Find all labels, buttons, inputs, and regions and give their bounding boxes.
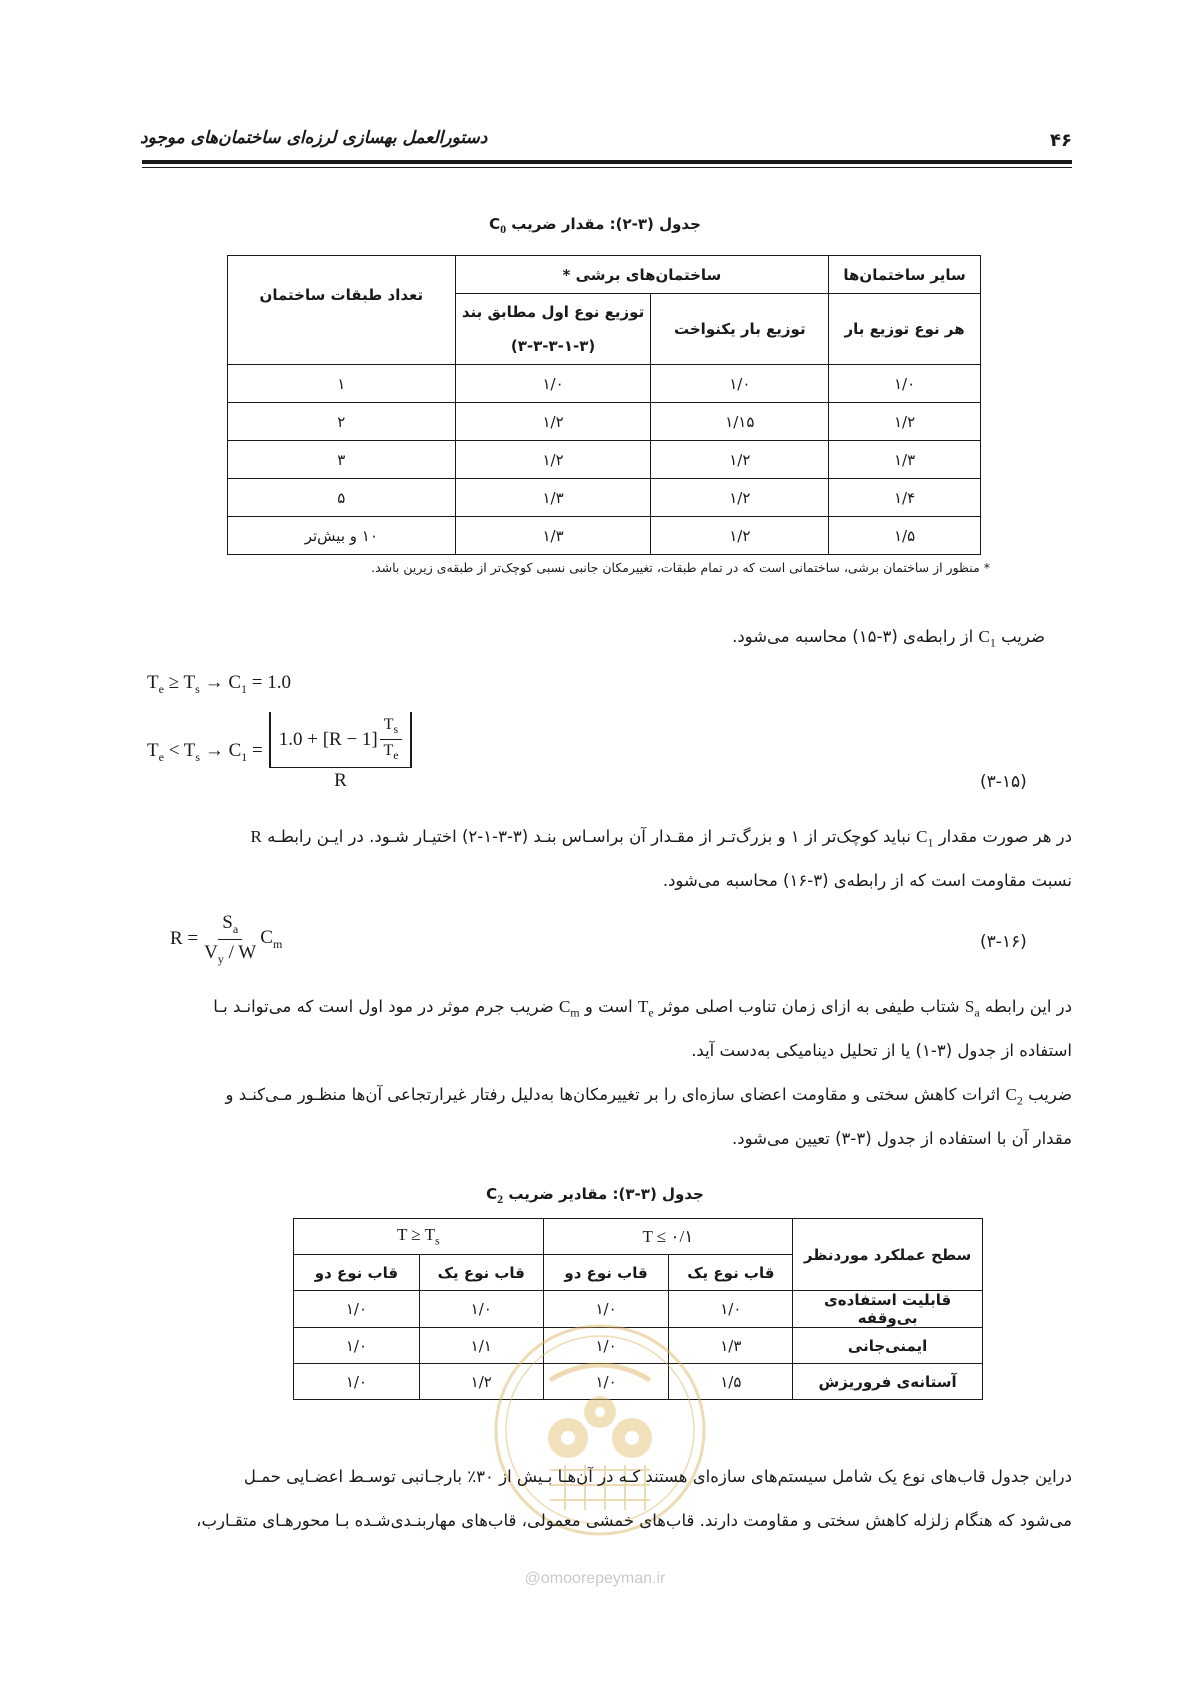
equation-15-number: (۳-۱۵) [980,772,1027,792]
cell-floors: ۳ [228,441,456,479]
cell-short-frame1: ۱/۰ [669,1291,793,1328]
cell-floors: ۲ [228,403,456,441]
cell-any: ۱/۰ [829,365,981,403]
cell-dist1: ۱/۳ [455,517,651,555]
cell-long-frame1: ۱/۱ [419,1328,543,1364]
equation-15-line2: $T_e < T_s \to C_1$ = 1.0 + [R − 1] $\frac{T_s}{T_e}$ R [147,712,412,792]
cell-floors: ۱ [228,365,456,403]
table-row [228,403,981,441]
table1-caption-sub: 0 [500,222,507,236]
equation-16-number: (۳-۱۶) [980,932,1027,952]
cell-floors: ۱۰ و بیش‌تر [228,517,456,555]
cell-long-frame1: ۱/۰ [419,1291,543,1328]
cell-short-frame1: ۱/۳ [669,1328,793,1364]
th-uniform-distribution: توزیع بار یکنواخت [651,294,829,365]
c1-intro-a: ضریب [1001,627,1045,646]
cell-short-frame2: ۱/۰ [543,1364,669,1400]
table-c0 [227,255,981,555]
cell-uniform: ۱/۲ [651,441,829,479]
th-shear-buildings: ساختمان‌های برشی * [455,256,828,294]
cell-dist1: ۱/۲ [455,403,651,441]
th-first-distribution [455,294,651,365]
th-performance-level: سطح عملکرد موردنظر [793,1219,983,1291]
table1-caption [0,215,1190,237]
cell-dist1: ۱/۲ [455,441,651,479]
th-floors: تعداد طبقات ساختمان [228,256,456,365]
table2-caption [0,1185,1190,1207]
paragraph-sa-line1: در این رابطه $S_a$ شتاب طیفی به ازای زمان تناوب اصلی موثر $T_e$ است و $C_m$ ضریب جرم موثر در مود اول است که می‌توانـد بـا [213,997,1072,1020]
table-row [228,365,981,403]
cell-long-frame1: ۱/۲ [419,1364,543,1400]
th-long-frame2: قاب نوع دو [294,1255,420,1291]
equation-15-line1: $T_e \ge T_s \to C_1 = 1.0$ [147,672,291,696]
c1-intro [145,615,1045,664]
th-other-buildings: سایر ساختمان‌ها [829,256,981,294]
paragraph-last-line1: دراین جدول قاب‌های نوع یک شامل سیستم‌های سازه‌ای هستند کـه در آن‌هـا بـیش از ۳۰٪ بارجـانبی توسـط اعضـایی حمـل [243,1467,1072,1486]
cell-any: ۱/۴ [829,479,981,517]
paragraph-last-line2: می‌شود که هنگام زلزله کاهش سختی و مقاومت دارند. قاب‌های خمشی معمولی، قاب‌های مهاربنـدی‌شـده بـا محورهـای متقـارب، [196,1511,1072,1530]
cell-uniform: ۱/۰ [651,365,829,403]
equation-15-fraction: 1.0 + [R − 1] $\frac{T_s}{T_e}$ R [269,712,412,792]
cell-uniform: ۱/۲ [651,479,829,517]
cell-uniform: ۱/۲ [651,517,829,555]
cell-any: ۱/۲ [829,403,981,441]
th-short-frame1: قاب نوع یک [669,1255,793,1291]
table-row [228,441,981,479]
table2-caption-text: جدول (۳-۳): مقادیر ضریب C [486,1185,704,1203]
running-header-title: دستورالعمل بهسازی لرزه‌ای ساختمان‌های موجود [140,128,488,148]
cell-level: آستانه‌ی فروریزش [793,1364,983,1400]
table1-caption-text: جدول (۳-۲): مقدار ضریب C [489,215,701,233]
cell-long-frame2: ۱/۰ [294,1291,420,1328]
at-icon: @ [524,1570,541,1587]
cell-short-frame2: ۱/۰ [543,1291,669,1328]
table2-caption-sub: 2 [497,1192,504,1206]
th-first-distribution-line2: (۳-۳-۳-۱-۳) [510,337,596,355]
c1-symbol: $C_1$ [978,627,996,650]
cell-dist1: ۱/۳ [455,479,651,517]
watermark-site: @omoorepeyman.ir [524,1570,666,1587]
cell-long-frame2: ۱/۰ [294,1328,420,1364]
th-any-distribution: هر نوع توزیع بار [829,294,981,365]
header-rule-thick [142,160,1072,164]
paragraph-sa-line2: استفاده از جدول (۳-۱) یا از تحلیل دینامیکی به‌دست آید. [691,1041,1072,1060]
cell-any: ۱/۵ [829,517,981,555]
cell-dist1: ۱/۰ [455,365,651,403]
equation-16: R = $\frac{S_a}{V_y / W}$ $C_m$ [170,912,283,966]
th-long-frame1: قاب نوع یک [419,1255,543,1291]
cell-level: قابلیت استفاده‌ی بی‌وقفه [793,1291,983,1328]
paragraph-r-line2: نسبت مقاومت است که از رابطه‌ی (۳-۱۶) محاسبه می‌شود. [662,871,1072,890]
paragraph-c2-line2: مقدار آن با استفاده از جدول (۳-۳) تعیین می‌شود. [732,1129,1072,1148]
cell-any: ۱/۳ [829,441,981,479]
cell-short-frame1: ۱/۵ [669,1364,793,1400]
table-row [228,517,981,555]
cell-long-frame2: ۱/۰ [294,1364,420,1400]
table1-footnote: * منظور از ساختمان برشی، ساختمانی است که در تمام طبقات، تغییرمکان جانبی نسبی کوچک‌تر از طبقه‌ی زیرین باشد. [371,560,990,575]
th-short-frame2: قاب نوع دو [543,1255,669,1291]
cell-level: ایمنی‌جانی [793,1328,983,1364]
paragraph-r-line1: در هر صورت مقدار $C_1$ نباید کوچک‌تر از ۱ و بزرگ‌تـر از مقـدار آن براسـاس بنـد (۳-۳-۱-۲) اختیـار شـود. در ایـن رابطـه R [250,827,1072,850]
paragraph-c2-line1: ضریب $C_2$ اثرات کاهش سختی و مقاومت اعضای سازه‌ای را بر تغییرمکان‌ها به‌دلیل رفتار غیرارتجاعی آن‌ها منظـور مـی‌کنـد و [225,1085,1072,1108]
c1-intro-b: از رابطه‌ی (۳-۱۵) محاسبه می‌شود. [732,627,974,646]
header-rule-thin [142,167,1072,168]
cell-floors: ۵ [228,479,456,517]
page-number: ۴۶ [1050,130,1072,151]
th-first-distribution-line1: توزیع نوع اول مطابق بند [461,303,645,321]
cell-short-frame2: ۱/۰ [543,1328,669,1364]
th-long-period: $T \ge T_s$ [294,1219,544,1255]
th-short-period: T ≤ ۰/۱ [543,1219,793,1255]
table-row [228,479,981,517]
cell-uniform: ۱/۱۵ [651,403,829,441]
